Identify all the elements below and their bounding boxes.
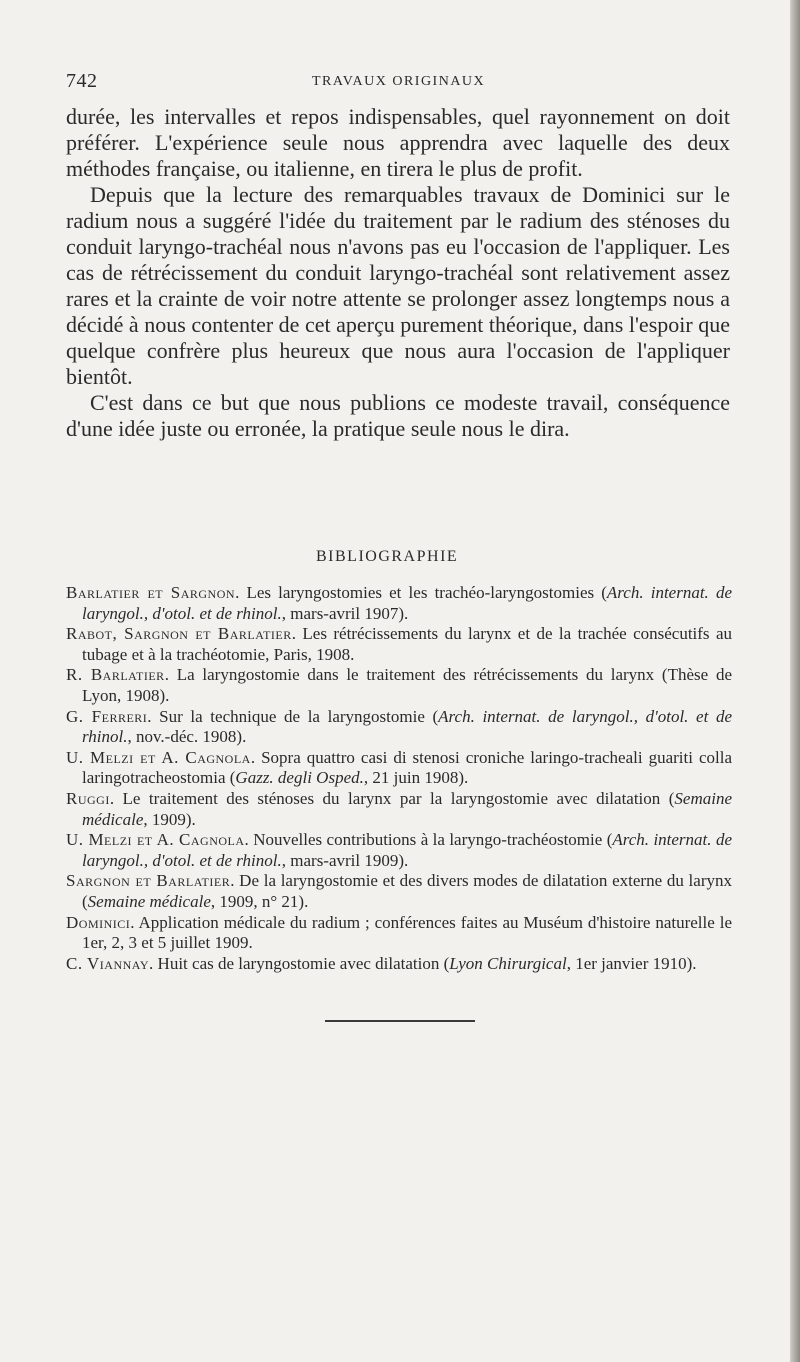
entry-tail: , 21 juin 1908). <box>363 768 469 788</box>
entry-authors: R. Barlatier <box>66 665 165 685</box>
paragraph: C'est dans ce but que nous publions ce modeste travail, conséquence d'une idée juste ou erronée, la pratique seule nous le dira. <box>66 390 730 441</box>
page-edge-shadow <box>790 0 800 1362</box>
entry-text: . Huit cas de laryngostomie avec dilatation ( <box>149 953 450 973</box>
bibliography-entry <box>66 830 732 871</box>
entry-source: Semaine médicale <box>87 891 211 911</box>
entry-authors: Dominici <box>66 912 131 932</box>
entry-text: . Nouvelles contributions à la laryngo-trachéostomie ( <box>244 830 613 850</box>
entry-text: . Les laryngostomies et les trachéo-laryngostomies ( <box>235 583 607 602</box>
entry-text: . Sur la technique de la laryngostomie ( <box>147 706 439 726</box>
entry-tail: , 1909). <box>143 809 196 829</box>
bibliography-entry <box>66 665 732 706</box>
entry-authors: G. Ferreri <box>66 706 148 726</box>
entry-source: Arch. internat. de laryngol., d'otol. et de rhinol. <box>82 583 732 623</box>
bibliography-entry <box>66 583 732 624</box>
entry-text: . Le traitement des sténoses du larynx par la laryngostomie avec dilatation ( <box>109 788 675 808</box>
end-rule <box>325 1020 475 1022</box>
entry-text: . Sopra quattro casi di stenosi croniche laringo-tracheali guariti colla laringotracheostomia ( <box>82 747 732 788</box>
running-head: TRAVAUX ORIGINAUX <box>312 74 486 89</box>
entry-tail: , mars-avril 1907). <box>281 603 409 623</box>
entry-authors: Rabot, Sargnon et Barlatier <box>66 624 292 644</box>
entry-text: . Application médicale du radium ; conférences faites au Muséum d'histoire naturelle le 1er, 2, 3 et 5 juillet 1909. <box>82 912 732 953</box>
entry-authors: Sargnon et Barlatier <box>66 871 231 891</box>
bibliography-entry <box>66 624 732 665</box>
entry-source: Arch. internat. de laryngol., d'otol. et de rhinol. <box>82 706 732 747</box>
bibliography-entry <box>66 913 732 954</box>
bibliography-entry <box>66 871 732 912</box>
bibliography-title: BIBLIOGRAPHIE <box>316 548 459 565</box>
entry-authors: Ruggi <box>66 788 110 808</box>
bibliography-list <box>66 583 732 974</box>
entry-authors: U. Melzi et A. Cagnola <box>66 830 245 850</box>
entry-tail: , mars-avril 1909). <box>281 850 409 870</box>
entry-source: Lyon Chirurgical <box>449 953 567 973</box>
entry-source: Gazz. degli Osped. <box>235 768 364 788</box>
bibliography-entry <box>66 748 732 789</box>
entry-source: Arch. internat. de laryngol., d'otol. et de rhinol. <box>82 830 732 870</box>
bibliography-entry <box>66 789 732 830</box>
entry-text: . Les rétrécissements du larynx et de la trachée consécutifs au tubage et à la trachéotomie, Paris, 1908. <box>82 624 732 664</box>
entry-tail: , 1909, n° 21). <box>210 891 309 911</box>
entry-authors: U. Melzi et A. Cagnola <box>66 747 251 767</box>
bibliography-entry <box>66 954 732 975</box>
entry-source: Semaine médicale <box>82 788 732 829</box>
body-text <box>66 104 730 442</box>
paragraph: Depuis que la lecture des remarquables travaux de Dominici sur le radium nous a suggéré l'idée du traitement par le radium des sténoses du conduit laryngo-trachéal nous n'avons pas eu l'occasion de l'appliquer. Les cas de rétrécissement du conduit laryngo-trachéal sont relativement assez rares et la crainte de voir notre attente se prolonger assez longtemps nous a décidé à nous contenter de cet aperçu purement théorique, dans l'espoir que quelque confrère plus heureux que nous aura l'occasion de l'appliquer bientôt. <box>66 182 730 389</box>
entry-authors: C. Viannay <box>66 953 150 973</box>
entry-tail: , 1er janvier 1910). <box>566 953 697 973</box>
entry-text: . De la laryngostomie et des divers modes de dilatation externe du larynx ( <box>82 871 732 911</box>
entry-tail: , nov.-déc. 1908). <box>127 727 247 747</box>
entry-text: . La laryngostomie dans le traitement des rétrécissements du larynx (Thèse de Lyon, 1908). <box>82 665 732 705</box>
page-number: 742 <box>66 70 98 92</box>
bibliography-entry <box>66 707 732 748</box>
entry-authors: Barlatier et Sargnon <box>66 583 236 602</box>
paragraph: durée, les intervalles et repos indispensables, quel rayonnement on doit préférer. L'expérience seule nous apprendra avec laquelle des deux méthodes française, ou italienne, en tirera le plus de profit. <box>66 104 730 181</box>
